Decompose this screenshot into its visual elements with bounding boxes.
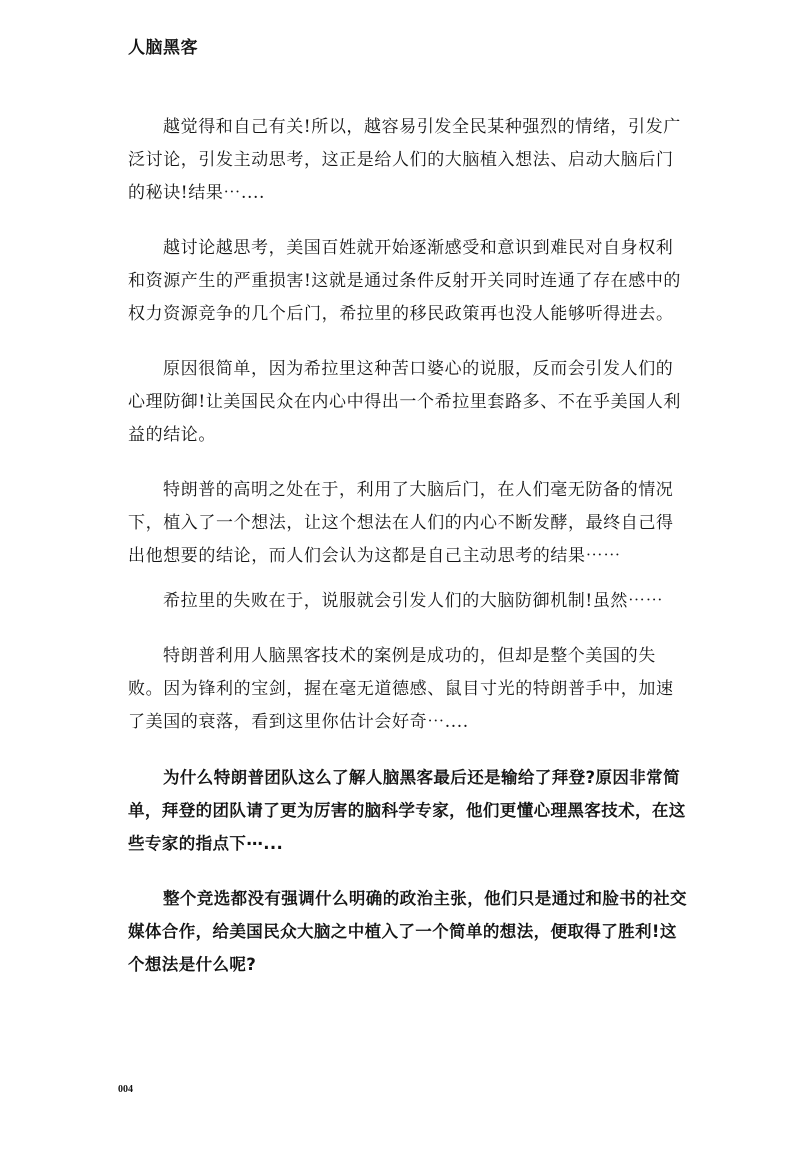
page-number: 004 [118, 1084, 133, 1095]
paragraph-1: 越觉得和自己有关!所以，越容易引发全民某种强烈的情绪，引发广泛讨论，引发主动思考，这正是给人们的大脑植入想法、启动大脑后门的秘诀!结果⋯.... [128, 117, 681, 203]
page-body [128, 111, 690, 1003]
paragraph-7-bold: 为什么特朗普团队这么了解人脑黑客最后还是输给了拜登?原因非常简单，拜登的团队请了更为厉害的脑科学专家，他们更懂心理黑客技术，在这些专家的指点下⋯... [128, 768, 686, 853]
paragraph-3: 原因很简单，因为希拉里这种苦口婆心的说服，反而会引发人们的心理防御!让美国民众在内心中得出一个希拉里套路多、不在乎美国人利益的结论。 [128, 359, 682, 445]
paragraph-2: 越讨论越思考，美国百姓就开始逐渐感受和意识到难民对自身权利和资源产生的严重损害!这就是通过条件反射开关同时连通了存在感中的权力资源竞争的几个后门，希拉里的移民政策再也没人能够听得进去。 [128, 238, 682, 324]
paragraph-8-bold: 整个竞选都没有强调什么明确的政治主张，他们只是通过和脸书的社交媒体合作，给美国民众大脑之中植入了一个简单的想法，便取得了胜利!这个想法是什么呢? [128, 889, 687, 974]
paragraph-6: 特朗普利用人脑黑客技术的案例是成功的，但却是整个美国的失败。因为锋利的宝剑，握在毫无道德感、鼠目寸光的特朗普手中，加速了美国的衰落，看到这里你估计会好奇⋯.... [128, 646, 674, 732]
paragraph-4: 特朗普的高明之处在于，利用了大脑后门，在人们毫无防备的情况下，植入了一个想法，让这个想法在人们的内心不断发酵，最终自己得出他想要的结论，而人们会认为这都是自己主动思考的结果⋯⋯ [128, 480, 674, 566]
paragraph-5: 希拉里的失败在于，说服就会引发人们的大脑防御机制!虽然⋯⋯ [163, 591, 664, 611]
running-header-book-title: 人脑黑客 [128, 38, 198, 58]
